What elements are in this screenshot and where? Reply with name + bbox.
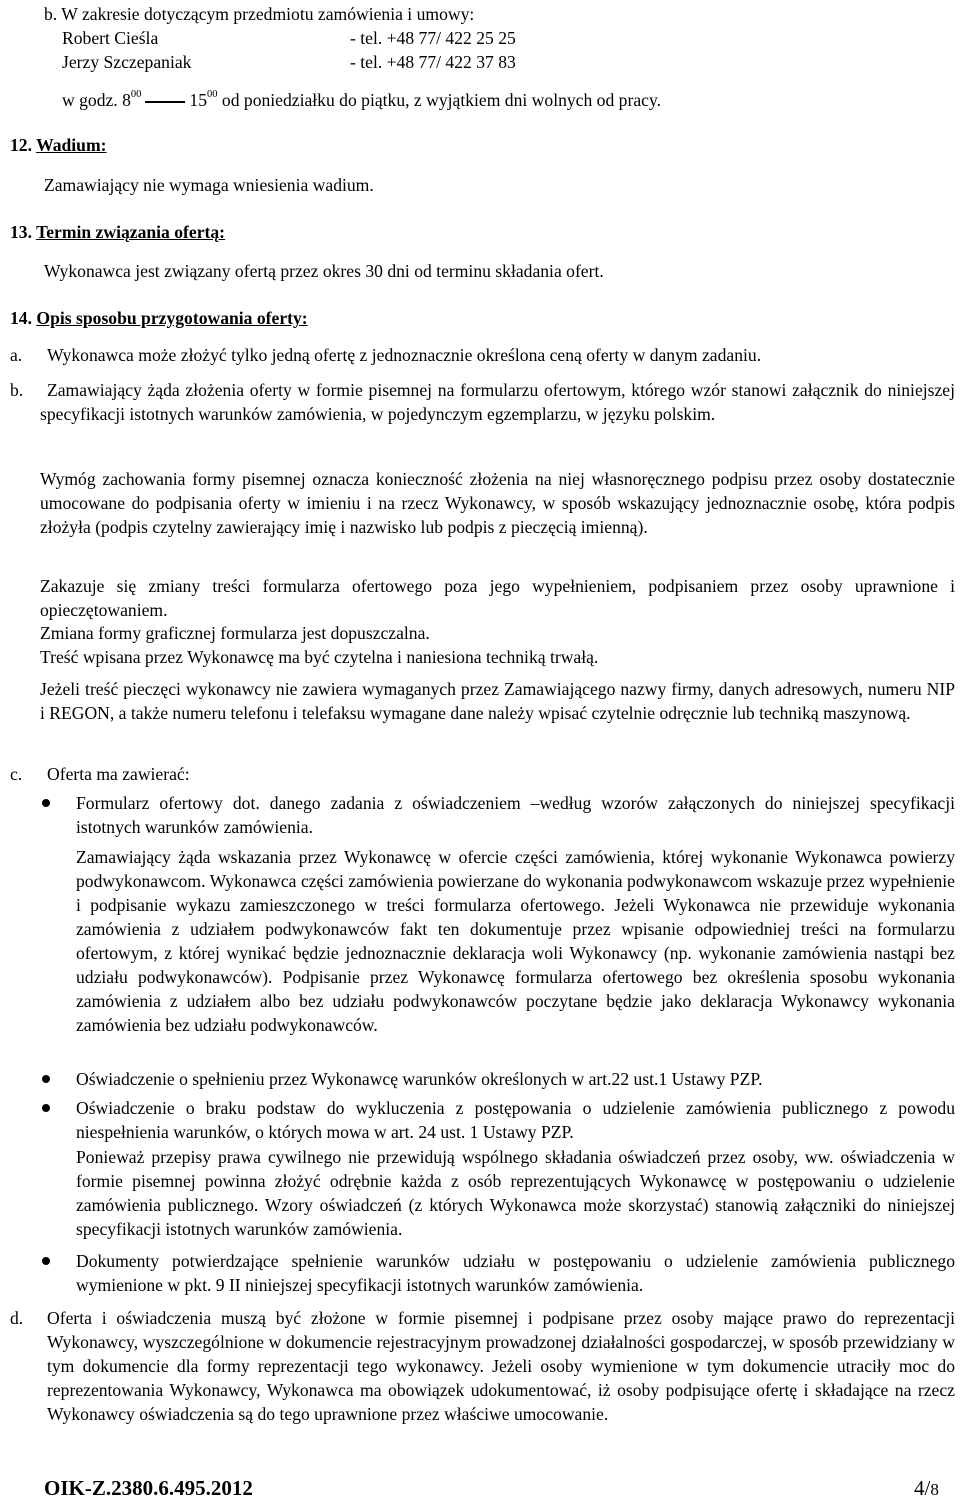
item-c-bullet-3-note: Ponieważ przepisy prawa cywilnego nie przewidują wspólnego składania oświadczeń przez osoby, ww. oświadczenia w formie pisemnej powinna złożyć odrębnie każda z osób reprezentujących Wykonawcę w postępowaniu o udzielenie zamówienia publicznego. Wzory oświadczeń (z których Wykonawca może skorzystać) stanowią załączniki do niniejszej specyfikacji istotnych warunków zamówienia.	[76, 1147, 955, 1239]
section-13-heading	[10, 220, 225, 244]
section-13-number: 13.	[10, 222, 32, 242]
hours-end-sup: 00	[207, 89, 218, 101]
bullet-dot-4	[42, 1257, 50, 1265]
contact-name-1: Robert Cieśla	[62, 28, 159, 48]
item-b-paragraph-5: Treść wpisana przez Wykonawcę ma być czytelna i naniesiona techniką trwałą.	[40, 647, 599, 667]
section-14-title: Opis sposobu przygotowania oferty:	[36, 308, 308, 328]
item-a-label: a.	[10, 345, 23, 365]
item-b-label: b.	[10, 380, 24, 400]
section-12-text: Zamawiający nie wymaga wniesienia wadium.	[44, 175, 374, 195]
item-c-bullet-1: Formularz ofertowy dot. danego zadania z oświadczeniem –według wzorów załączonych do niniejszej specyfikacji istotnych warunków zamówienia.	[76, 793, 955, 837]
item-b-paragraph-3: Zakazuje się zmiany treści formularza ofertowego poza jego wypełnieniem, podpisaniem przez osoby uprawnione i opieczętowaniem.	[40, 576, 955, 620]
item-c-label: c.	[10, 764, 23, 784]
section-12-heading	[10, 133, 107, 157]
hours-suffix: od poniedziałku do piątku, z wyjątkiem dni wolnych od pracy.	[221, 90, 661, 110]
item-b-paragraph-1: Zamawiający żąda złożenia oferty w formie pisemnej na formularzu ofertowym, którego wzór stanowi załącznik do niniejszej specyfikacji istotnych warunków zamówienia, w pojedynczym egzemplarzu, w języku polskim.	[40, 380, 955, 424]
contact-phone-2: - tel. +48 77/ 422 37 83	[350, 52, 516, 72]
section-13-title: Termin związania ofertą:	[36, 222, 226, 242]
contact-name-2: Jerzy Szczepaniak	[62, 52, 192, 72]
office-hours	[62, 88, 661, 112]
section-14-heading	[10, 306, 308, 330]
item-c-bullet-4: Dokumenty potwierdzające spełnienie warunków udziału w postępowaniu o udzielenie zamówienia publicznego wymienione w pkt. 9 II niniejszej specyfikacji istotnych warunków zamówienia.	[76, 1251, 955, 1295]
section-12-number: 12.	[10, 135, 32, 155]
hours-start-sup: 00	[130, 89, 142, 101]
document-reference: OIK-Z.2380.6.495.2012	[44, 1476, 253, 1500]
section-12-title: Wadium:	[36, 135, 107, 155]
item-d-text: Oferta i oświadczenia muszą być złożone w formie pisemnej i podpisane przez osoby mające prawo do reprezentacji Wykonawcy, wyszczególnione w dokumencie rejestracyjnym prowadzonej działalności gospodarczej, w sposób przewidziany w tym dokumencie dla formy reprezentacji tego wykonawcy. Jeżeli osoby wymienione w tym dokumencie utraciły moc do reprezentowania Wykonawcy, Wykonawca ma obowiązek udokumentować, iż osoby podpisujące ofertę i składające na rzecz Wykonawcy oświadczenia są do tego uprawnione przez właściwe umocowanie.	[47, 1308, 955, 1424]
section-13-text: Wykonawca jest związany ofertą przez okres 30 dni od terminu składania ofert.	[44, 261, 604, 281]
item-b-paragraph-2: Wymóg zachowania formy pisemnej oznacza konieczność złożenia na niej własnoręcznego podpisu przez osoby dostatecznie umocowane do podpisania oferty w imieniu i na rzecz Wykonawcy, w sposób wskazujący jednoznacznie osobę, która podpis złożyła (podpis czytelny zawierający imię i nazwisko lub podpis z pieczęcią imienną).	[40, 469, 955, 537]
page-current: 4/	[914, 1476, 931, 1500]
contact-phone-1: - tel. +48 77/ 422 25 25	[350, 28, 516, 48]
contacts-heading: b. W zakresie dotyczącym przedmiotu zamówienia i umowy:	[44, 4, 475, 24]
item-c-bullet-2: Oświadczenie o spełnieniu przez Wykonawcę warunków określonych w art.22 ust.1 Ustawy PZP.	[76, 1069, 763, 1089]
item-c-intro: Oferta ma zawierać:	[47, 764, 190, 784]
item-a-text: Wykonawca może złożyć tylko jedną ofertę z jednoznacznie określona ceną oferty w danym zadaniu.	[47, 345, 762, 365]
bullet-dot-2	[42, 1075, 50, 1083]
item-c-bullet-3: Oświadczenie o braku podstaw do wykluczenia z postępowania o udzielenie zamówienia publicznego z powodu niespełnienia warunków, o których mowa w art. 24 ust. 1 Ustawy PZP.	[76, 1098, 955, 1142]
item-d-label: d.	[10, 1308, 24, 1328]
item-b-paragraph-6: Jeżeli treść pieczęci wykonawcy nie zawiera wymaganych przez Zamawiającego nazwy firmy, danych adresowych, numeru NIP i REGON, a także numeru telefonu i telefaksu wymagane dane należy wpisać czytelnie odręcznie lub techniką maszynową.	[40, 679, 955, 723]
hours-prefix: w godz. 8	[62, 90, 131, 110]
section-14-number: 14.	[10, 308, 32, 328]
item-c-bullet-1-note: Zamawiający żąda wskazania przez Wykonawcę w ofercie części zamówienia, której wykonanie Wykonawca powierzy podwykonawcom. Wykonawca części zamówienia powierzane do wykonania podwykonawcom wskazuje przez wypełnienie i podpisanie wykazu zamieszczonego w treści formularza ofertowego. Jeżeli Wykonawca nie przewiduje wykonania zamówienia z udziałem podwykonawców fakt ten dokumentuje przez wpisanie odpowiedniej treści na formularzu ofertowym, z której wynikać będzie jednoznacznie deklaracja woli Wykonawcy (np. wykonanie zamówienia nastąpi bez udziału podwykonawców). Podpisanie przez Wykonawcę formularza ofertowego bez określenia sposobu wykonania zamówienia z udziałem albo bez udziału podwykonawców poczytane będzie jako deklaracja Wykonawcy wykonania zamówienia bez udziału podwykonawców.	[76, 847, 955, 1035]
bullet-dot-3	[42, 1104, 50, 1112]
page-total: 8	[930, 1480, 939, 1499]
hours-dash	[145, 101, 185, 103]
hours-end: 15	[189, 90, 207, 110]
item-b-paragraph-4: Zmiana formy graficznej formularza jest dopuszczalna.	[40, 623, 430, 643]
page-number	[914, 1476, 939, 1502]
bullet-dot-1	[42, 799, 50, 807]
